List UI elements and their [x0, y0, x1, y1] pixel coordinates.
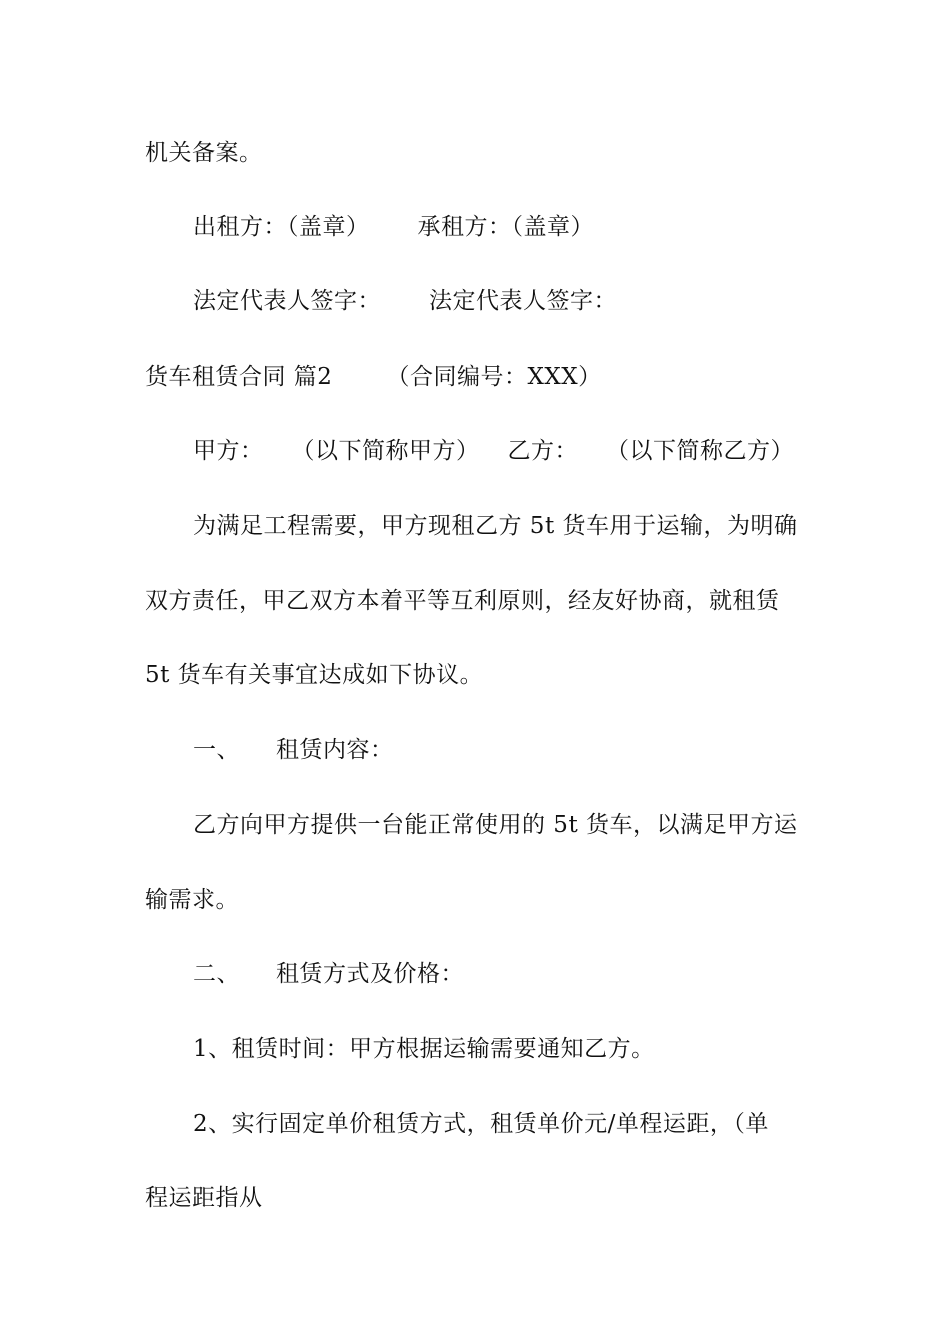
contract-title-row [145, 362, 815, 392]
lessor-rep-label: 法定代表人签字： [193, 288, 381, 314]
section-1-body-line-2: 输需求。 [145, 887, 239, 913]
party-a-note: （以下简称甲方） [291, 438, 480, 464]
section-1-number: 一、 [193, 737, 240, 763]
party-b-label: 乙方： [507, 438, 578, 464]
lessor-seal-label: 出租方：（盖章） [193, 214, 370, 240]
paragraph-continuation: 机关备案。 [145, 140, 263, 166]
item-1: 1、租赁时间：甲方根据运输需要通知乙方。 [193, 1036, 655, 1062]
contract-title: 货车租赁合同 篇2 [145, 364, 333, 390]
contract-number: （合同编号：XXX） [386, 364, 602, 390]
signature-seal-row [193, 212, 863, 242]
intro-line-3: 5t 货车有关事宜达成如下协议。 [145, 662, 484, 688]
party-a-label: 甲方： [193, 438, 264, 464]
section-2-number: 二、 [193, 961, 240, 987]
lessee-rep-label: 法定代表人签字： [429, 288, 617, 314]
section-1-body-line-1: 乙方向甲方提供一台能正常使用的 5t 货车，以满足甲方运 [193, 812, 798, 838]
parties-row [193, 436, 863, 466]
item-2-line-1: 2、实行固定单价租赁方式，租赁单价元/单程运距，（单 [193, 1111, 769, 1137]
section-1-title: 租赁内容： [276, 737, 394, 763]
section-2-heading [193, 959, 863, 989]
intro-line-1: 为满足工程需要，甲方现租乙方 5t 货车用于运输，为明确 [193, 513, 798, 539]
lessee-seal-label: 承租方：（盖章） [417, 214, 594, 240]
signature-rep-row [193, 286, 863, 316]
party-b-note: （以下简称乙方） [606, 438, 794, 464]
section-2-title: 租赁方式及价格： [276, 961, 464, 987]
item-2-line-2: 程运距指从 [145, 1185, 263, 1211]
intro-line-2: 双方责任，甲乙双方本着平等互利原则，经友好协商，就租赁 [145, 588, 780, 614]
section-1-heading [193, 735, 863, 765]
